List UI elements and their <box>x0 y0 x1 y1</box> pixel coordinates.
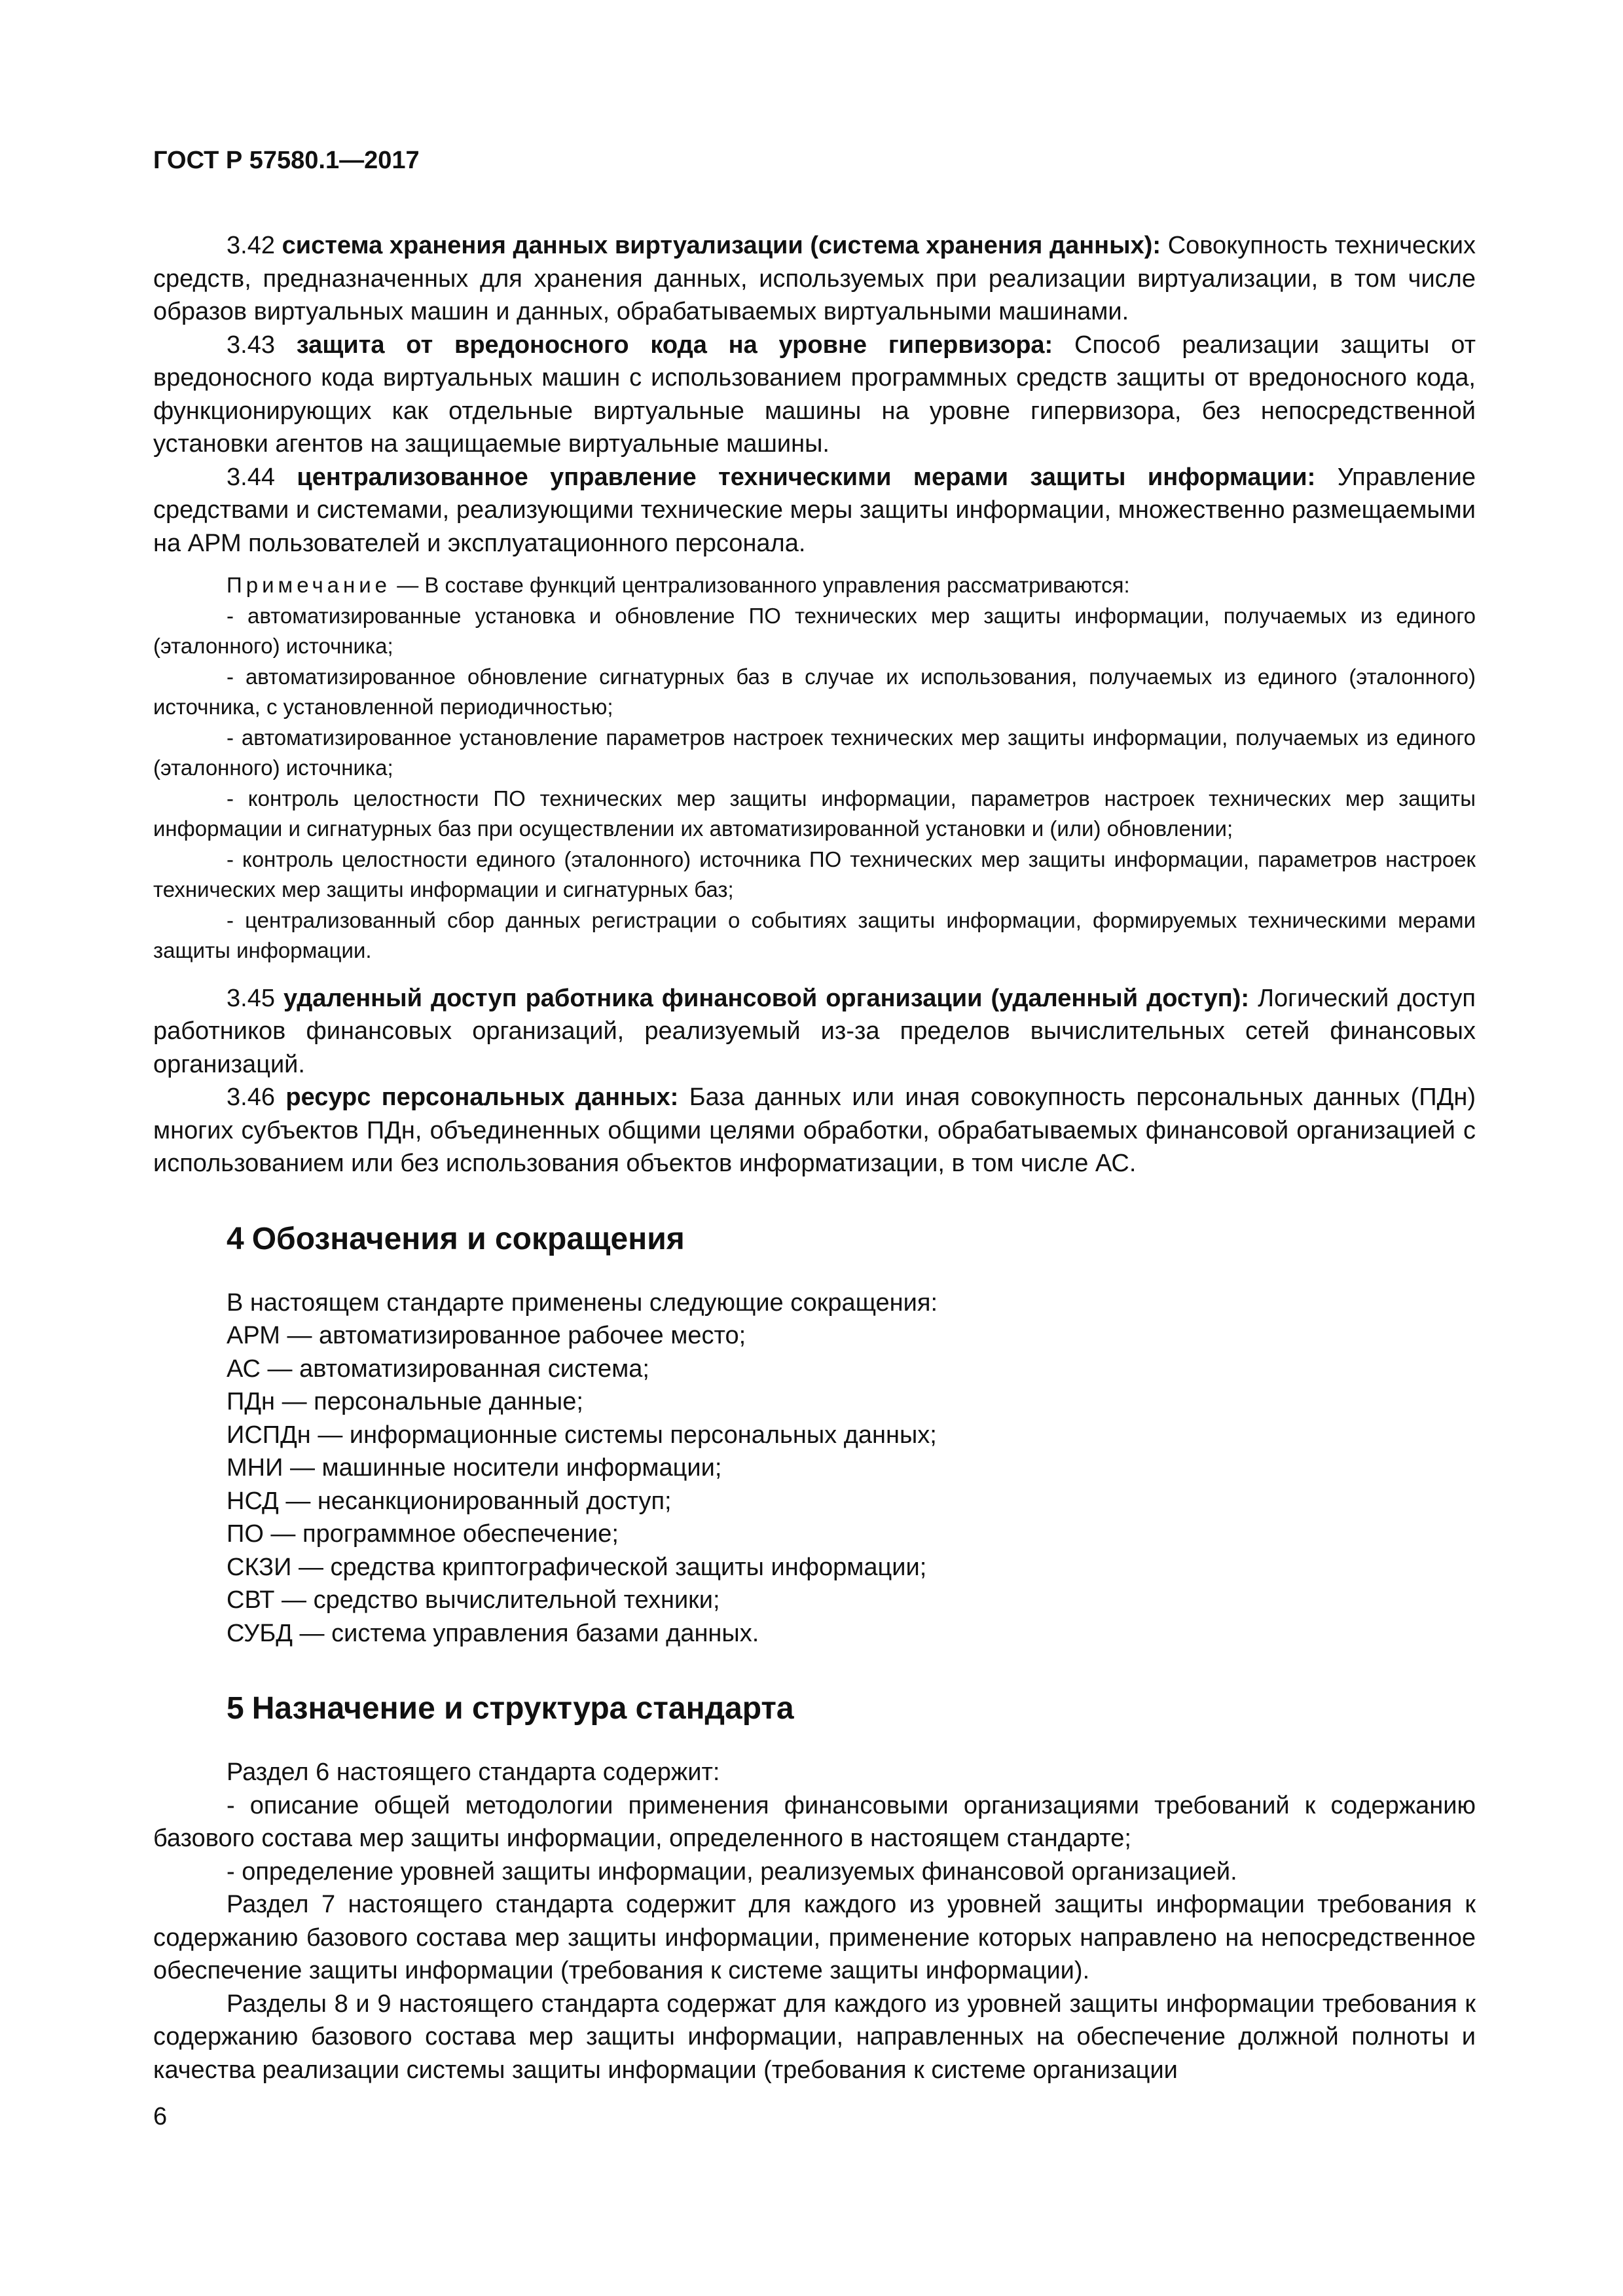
note-block <box>153 570 1476 966</box>
abbreviation-item: СВТ — средство вычислительной техники; <box>227 1586 720 1614</box>
note-item: - централизованный сбор данных регистрации о событиях защиты информации, формируемых техническими мерами защиты информации. <box>153 907 1476 962</box>
definition-3-44: 3.44 централизованное управление техническими мерами защиты информации: Управление средствами и системами, реализующими технические меры защиты информации, множественно размещаемыми на АРМ пользователей и эксплуатационного персонала. <box>153 463 1476 557</box>
note-label: Примечание <box>227 573 392 597</box>
abbreviation-item: СКЗИ — средства криптографической защиты информации; <box>227 1553 927 1581</box>
term: защита от вредоносного кода на уровне гипервизора: <box>296 331 1053 359</box>
term: ресурс персональных данных: <box>285 1084 679 1111</box>
section-5-paragraph: - определение уровней защиты информации, реализуемых финансовой организацией. <box>227 1857 1237 1886</box>
section-4-heading: 4 Обозначения и сокращения <box>227 1221 685 1256</box>
note-item: - автоматизированные установка и обновление ПО технических мер защиты информации, получаемых из единого (эталонного) источника; <box>153 603 1476 658</box>
abbreviation-item: ИСПДн — информационные системы персональных данных; <box>227 1421 937 1449</box>
section-5-heading: 5 Назначение и структура стандарта <box>227 1691 794 1726</box>
abbreviation-item: НСД — несанкционированный доступ; <box>227 1487 672 1515</box>
term: централизованное управление техническими мерами защиты информации: <box>297 463 1316 491</box>
document-page <box>153 144 1476 2086</box>
abbreviations-list <box>227 1319 1476 1650</box>
abbreviation-item: МНИ — машинные носители информации; <box>227 1454 722 1482</box>
note-item: - контроль целостности ПО технических мер защиты информации, параметров настроек технических мер защиты информации и сигнатурных баз при осуществлении их автоматизированной установки и (или) обновлении; <box>153 786 1476 841</box>
abbreviation-item: ПО — программное обеспечение; <box>227 1520 619 1548</box>
abbreviation-item: АРМ — автоматизированное рабочее место; <box>227 1322 746 1349</box>
abbreviation-item: АС — автоматизированная система; <box>227 1355 649 1383</box>
term: удаленный доступ работника финансовой организации (удаленный доступ): <box>283 984 1250 1012</box>
section-5-paragraph: Разделы 8 и 9 настоящего стандарта содержат для каждого из уровней защиты информации требования к содержанию базового состава мер защиты информации, направленных на обеспечение должной полноты и качества реализации системы защиты информации (требования к системе организации <box>153 1990 1476 2084</box>
definition-3-46: 3.46 ресурс персональных данных: База данных или иная совокупность персональных данных (ПДн) многих субъектов ПДн, объединенных общими целями обработки, обрабатываемых финансовой организацией с использованием или без использования объектов информатизации, в том числе АС. <box>153 1084 1476 1177</box>
document-header: ГОСТ Р 57580.1—2017 <box>153 147 420 174</box>
note-item: - автоматизированное установление параметров настроек технических мер защиты информации, получаемых из единого (эталонного) источника; <box>153 725 1476 780</box>
definition-3-43: 3.43 защита от вредоносного кода на уровне гипервизора: Способ реализации защиты от вредоносного кода виртуальных машин с использованием программных средств защиты от вредоносного кода, функционирующих как отдельные виртуальные машины на уровне гипервизора, без непосредственной установки агентов на защищаемые виртуальные машины. <box>153 331 1476 458</box>
section-5-paragraph: Раздел 6 настоящего стандарта содержит: <box>227 1758 720 1786</box>
definition-3-45: 3.45 удаленный доступ работника финансовой организации (удаленный доступ): Логический доступ работников финансовых организаций, реализуемый из-за пределов вычислительных сетей финансовых организаций. <box>153 984 1476 1078</box>
note-item: - автоматизированное обновление сигнатурных баз в случае их использования, получаемых из единого (эталонного) источника, с установленной периодичностью; <box>153 664 1476 719</box>
page-number: 6 <box>153 2103 168 2130</box>
note-intro: Примечание — В составе функций централизованного управления рассматриваются: <box>227 573 1130 597</box>
section-5-paragraph: - описание общей методологии применения финансовыми организациями требований к содержанию базового состава мер защиты информации, определенного в настоящем стандарте; <box>153 1791 1476 1852</box>
note-item: - контроль целостности единого (эталонного) источника ПО технических мер защиты информации, параметров настроек технических мер защиты информации и сигнатурных баз; <box>153 847 1476 902</box>
abbreviation-item: СУБД — система управления базами данных. <box>227 1619 759 1647</box>
term: система хранения данных виртуализации (система хранения данных): <box>282 232 1161 259</box>
definition-3-42: 3.42 система хранения данных виртуализации (система хранения данных): Совокупность технических средств, предназначенных для хранения данных, используемых при реализации виртуализации, в том числе образов виртуальных машин и данных, обрабатываемых виртуальными машинами. <box>153 232 1476 325</box>
section-5-paragraph: Раздел 7 настоящего стандарта содержит для каждого из уровней защиты информации требования к содержанию базового состава мер защиты информации, применение которых направлено на непосредственное обеспечение защиты информации (требования к системе защиты информации). <box>153 1891 1476 1984</box>
abbreviation-item: ПДн — персональные данные; <box>227 1388 583 1415</box>
abbreviations-intro: В настоящем стандарте применены следующие сокращения: <box>227 1288 938 1317</box>
abbreviations-block <box>153 1286 1476 1650</box>
